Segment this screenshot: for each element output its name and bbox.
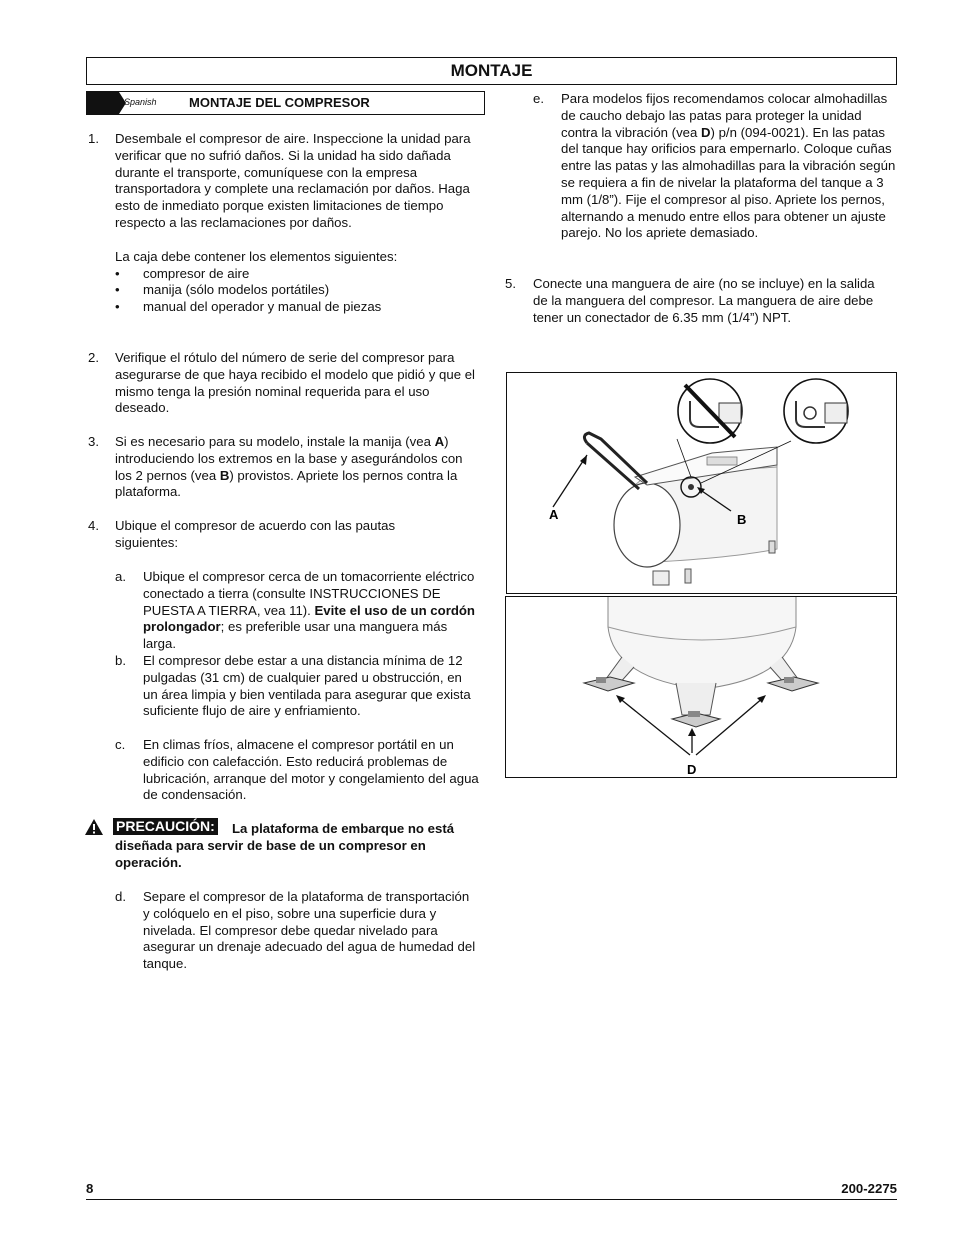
warning-icon: [84, 818, 104, 836]
caution-text: diseñada para servir de base de un compresor en operación.: [115, 838, 426, 870]
section-header: [86, 91, 485, 115]
item-5-text: Conecte una manguera de aire (no se incluye) en la salida de la manguera del compresor. La manguera de aire debe tener un conectador de 6.35 mm (1/4”) NPT.: [533, 276, 875, 325]
item-2-number: 2.: [88, 350, 99, 365]
item-1-number: 1.: [88, 131, 99, 146]
box-contents-intro: La caja debe contener los elementos siguientes:: [115, 248, 398, 264]
item-4-number: 4.: [88, 518, 99, 533]
item-4d-letter: d.: [115, 889, 126, 904]
ref-d: D: [701, 124, 711, 140]
item-4d-text: Separe el compresor de la plataforma de transportación y colóquelo en el piso, sobre una superficie dura y nivelada. El compresor debe quedar nivelado para asegurar un drenaje adecuado del agua de humedad del tanque.: [143, 889, 476, 972]
list-item: • manual del operador y manual de piezas: [115, 299, 477, 316]
item-3-text: Si es necesario para su modelo, instale la manija (vea A) introduciendo los extremos en la base y asegurándolos con los 2 pernos (vea B) provistos. Apriete los pernos contra la plataforma.: [115, 434, 463, 500]
compressor-handle-illustration: [507, 373, 896, 593]
item-4a-text: Ubique el compresor cerca de un tomacorriente eléctrico conectado a tierra (consulte INSTRUCCIONES DE PUESTA A TIERRA, vea 11). Evite el uso de un cordón prolongador; es preferible usar una manguera más larga.: [143, 569, 475, 652]
item-4b-text: El compresor debe estar a una distancia mínima de 12 pulgadas (31 cm) de cualquier pared u obstrucción, en un área limpia y bien ventilada para asegurar que exista suficiente flujo de aire y enfriamiento.: [143, 653, 471, 719]
item-2-text: Verifique el rótulo del número de serie del compresor para asegurarse de que haya recibido el modelo que pidió y que el mismo tenga la presión nominal requerida para el uso deseado.: [115, 350, 475, 416]
figure-label-d: D: [687, 762, 697, 777]
language-label: Spanish: [124, 97, 157, 107]
item-4a-letter: a.: [115, 569, 126, 584]
item-4b-letter: b.: [115, 653, 126, 668]
page-title: MONTAJE: [86, 57, 897, 85]
item-1-text: Desembale el compresor de aire. Inspeccione la unidad para verificar que no sufrió daños. Si la unidad ha sido dañada durante el transporte, comuníquese con la empresa transportadora y complete una reclamación por daños. Haga esto de inmediato porque existen limitaciones de tiempo respecto a las reclamaciones por daños.: [115, 131, 471, 230]
figure-label-b: B: [737, 512, 747, 527]
page-number: 8: [86, 1181, 94, 1196]
caution-badge: PRECAUCIÓN:: [113, 818, 218, 835]
caution-text-line1: La plataforma de embarque no está: [232, 821, 455, 836]
box-contents-list: [115, 266, 477, 316]
item-4c-text: En climas fríos, almacene el compresor portátil en un edificio con calefacción. Esto reducirá problemas de lubricación, arranque del motor y congelamiento del agua de condensación.: [143, 737, 479, 803]
figure-vibration-pads: [505, 596, 897, 778]
document-number: 200-2275: [841, 1181, 897, 1196]
figure-handle-install: [506, 372, 897, 594]
item-4c-letter: c.: [115, 737, 126, 752]
item-4e-text: Para modelos fijos recomendamos colocar almohadillas de caucho debajo las patas para proteger la unidad contra la vibración (vea D) p/n (094-0021). En las patas del tanque hay orificios para empernarlo. Coloque cuñas entre las patas y las almohadillas para la vibración según se requiera a fin de nivelar la plataforma del tanque a 3 mm (1/8”). Fije el compresor al piso. Apriete los pernos, alternando a menudo entre ellos para obtener un ajuste parejo. No los apriete demasiado.: [561, 91, 896, 241]
item-3-number: 3.: [88, 434, 99, 449]
figure-label-a: A: [549, 507, 559, 522]
item-4e-letter: e.: [533, 91, 544, 106]
item-4-text: Ubique el compresor de acuerdo con las pautas siguientes:: [115, 518, 396, 550]
item-5-number: 5.: [505, 276, 516, 291]
language-tab-icon: [87, 92, 119, 114]
list-item: • manija (sólo modelos portátiles): [115, 282, 477, 299]
tank-feet-illustration: [506, 597, 896, 777]
list-item: • compresor de aire: [115, 266, 477, 283]
item-1: [115, 131, 477, 316]
ref-b: B: [219, 467, 230, 483]
footer-divider: [86, 1199, 897, 1200]
section-title: MONTAJE DEL COMPRESOR: [189, 95, 370, 110]
ref-a: A: [434, 434, 445, 449]
